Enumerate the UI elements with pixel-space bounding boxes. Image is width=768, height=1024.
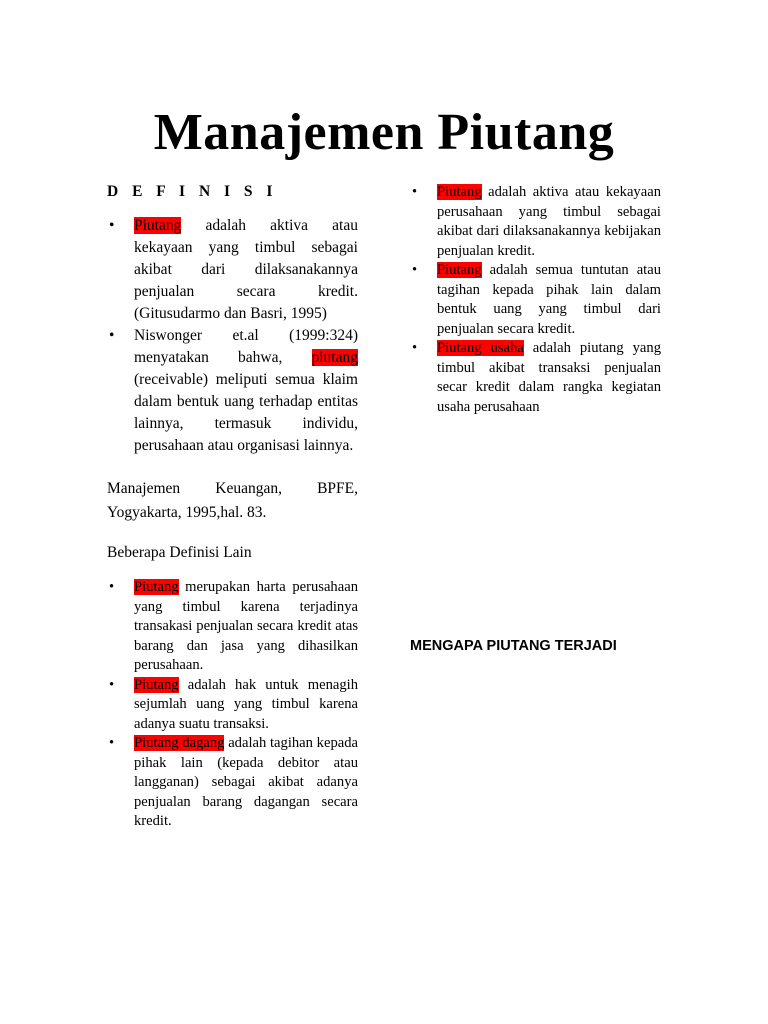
definisi-heading: D E F I N I S I [107, 183, 278, 200]
reference-text: Manajemen Keuangan, BPFE, Yogyakarta, 1995,hal. 83. [107, 480, 358, 521]
right-column [410, 183, 661, 417]
highlighted-term: Piutang [134, 579, 179, 595]
item-text: adalah piutang yang timbul akibat transaksi penjualan secar kredit dalam rangka kegiatan usaha perusahaan [437, 340, 661, 415]
list-item [107, 676, 358, 735]
highlighted-term: Piutang dagang [134, 735, 225, 751]
list-item [107, 578, 358, 676]
definition-list [107, 215, 358, 457]
list-item [410, 183, 661, 261]
item-text: Niswonger et.al (1999:324) menyatakan bahwa, [134, 327, 358, 366]
right-definition-list [410, 183, 661, 417]
highlighted-term: Piutang [134, 217, 182, 234]
other-definition-list [107, 578, 358, 832]
left-column [107, 183, 358, 832]
list-item [107, 734, 358, 832]
why-heading: MENGAPA PIUTANG TERJADI [410, 638, 617, 654]
highlighted-term: Piutang [437, 262, 482, 278]
highlighted-term: piutang [311, 349, 358, 366]
list-item [410, 339, 661, 417]
list-item [107, 325, 358, 457]
list-item [410, 261, 661, 339]
item-text: merupakan harta perusahaan yang timbul karena terjadinya transakasi penjualan secara kredit atas barang dan jasa yang dihasilkan perusahaan. [134, 579, 358, 673]
item-text: adalah hak untuk menagih sejumlah uang yang timbul karena adanya suatu transaksi. [134, 676, 358, 732]
other-definitions-heading: Beberapa Definisi Lain [107, 544, 252, 561]
highlighted-term: Piutang usaha [437, 340, 524, 356]
highlighted-term: Piutang [134, 676, 179, 693]
item-text: adalah semua tuntutan atau tagihan kepada pihak lain dalam bentuk uang yang timbul dari penjualan secara kredit. [437, 262, 661, 337]
highlighted-term: Piutang [437, 184, 482, 200]
item-text: adalah aktiva atau kekayaan yang timbul sebagai akibat dari dilaksanakannya penjualan secara kredit. (Gitusudarmo dan Basri, 1995) [134, 217, 358, 322]
page-title: Manajemen Piutang [153, 104, 615, 161]
item-text: adalah tagihan kepada pihak lain (kepada debitor atau langganan) sebagai akibat adanya penjualan barang dagangan secara kredit. [134, 735, 358, 829]
item-text: (receivable) meliputi semua klaim dalam bentuk uang terhadap entitas lainnya, termasuk individu, perusahaan atau organisasi lainnya. [134, 371, 358, 454]
item-text: adalah aktiva atau kekayaan perusahaan yang timbul sebagai akibat dari dilaksanakannya kebijakan penjualan kredit. [437, 184, 661, 259]
list-item [107, 215, 358, 325]
